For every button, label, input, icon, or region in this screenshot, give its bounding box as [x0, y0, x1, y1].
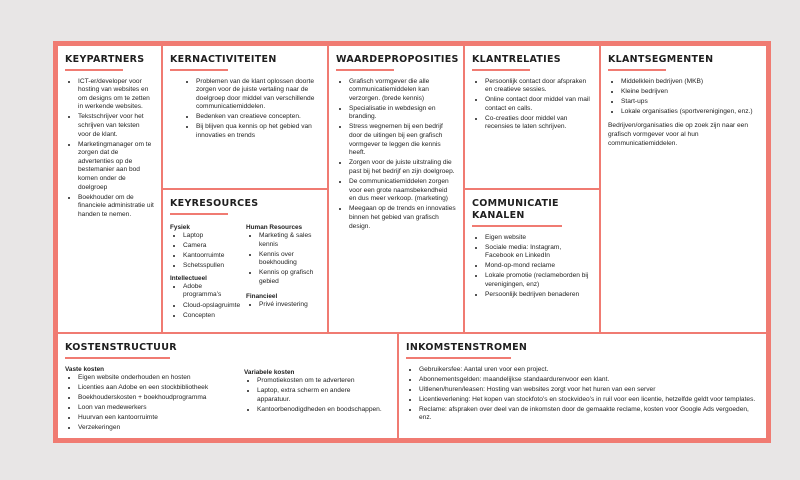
list-item: • Gebruikersfee: Aantal uren voor een project.	[419, 366, 759, 375]
list-item: • Laptop	[183, 232, 242, 241]
list-item: • Kennis over boekhouding	[259, 251, 322, 268]
list-item: • Kleine bedrijven	[621, 88, 759, 97]
key-resources-block	[161, 188, 329, 334]
financial-heading: Financieel	[246, 292, 278, 300]
cost-structure-title: KOSTENSTRUCTUUR	[65, 342, 177, 353]
list-item: • Concepten	[183, 312, 242, 321]
customer-segments-note: Bedrijven/organisaties die op zoek zijn naar een grafisch vormgever voor al hun communicatiemiddelen.	[608, 122, 749, 147]
list-item: • Bedenken van creatieve concepten.	[196, 113, 320, 122]
business-model-canvas	[53, 41, 771, 443]
list-item: • Licenties aan Adobe en een stockbibliotheek	[78, 384, 245, 393]
list-item: • Reclame: afspraken over deel van de inkomsten door de gemaakte reclame, kosten voor Google Ads vergoeden, enz.	[419, 406, 759, 423]
financial-list	[246, 301, 322, 310]
value-propositions-title: WAARDEPROPOSITIES	[336, 54, 459, 65]
key-resources-title: KEYRESOURCES	[170, 198, 259, 209]
value-propositions-block	[327, 44, 465, 334]
title-underline	[472, 69, 530, 71]
list-item: • Laptop, extra scherm en andere apparatuur.	[257, 387, 384, 404]
list-item: • Abonnementsgelden: maandelijkse standaardurenvoor een klant.	[419, 376, 759, 385]
channels-title-line-2: KANALEN	[472, 210, 525, 221]
list-item: • Eigen website onderhouden en hosten	[78, 374, 245, 383]
list-item: • Specialisatie in webdesign en branding.	[349, 105, 456, 122]
channels-title-line-1: COMMUNICATIE	[472, 198, 559, 209]
value-propositions-list	[336, 78, 456, 232]
list-item: • Boekhouderskosten + boekhoudprogramma	[78, 394, 245, 403]
physical-list	[170, 232, 242, 271]
list-item: • Privé investering	[259, 301, 322, 310]
revenue-streams-block	[397, 332, 768, 440]
list-item: • Problemen van de klant oplossen doorte zorgen voor de juiste vertaling naar de doelgroep door middel van verschillende communicatiemiddelen.	[196, 78, 320, 112]
customer-segments-list	[608, 78, 759, 117]
key-partners-list	[65, 78, 154, 220]
resources-right-column	[246, 220, 322, 311]
channels-title	[472, 198, 592, 222]
revenue-streams-list	[406, 366, 759, 424]
list-item: • Uitlenen/huren/leasen: Hosting van websites zorgt voor het huren van een server	[419, 386, 759, 395]
title-underline	[336, 69, 394, 71]
list-item: • Meegaan op de trends en innovaties binnen het gebied van grafisch design.	[349, 205, 456, 231]
list-item: • Sociale media: Instagram, Facebook en LinkedIn	[485, 244, 592, 261]
human-resources-list	[246, 232, 322, 287]
list-item: • Lokale promotie (reclameborden bij verenigingen, enz)	[485, 272, 592, 289]
cost-structure-block	[56, 332, 399, 440]
list-item: • Zorgen voor de juiste uitstraling die past bij het bedrijf en zijn doelgroep.	[349, 159, 456, 176]
list-item: • Mond-op-mond reclame	[485, 262, 592, 271]
title-underline	[608, 69, 666, 71]
list-item: • Persoonlijk bedrijven benaderen	[485, 291, 592, 300]
list-item: • Schetsspullen	[183, 262, 242, 271]
list-item: • Middelklein bedrijven (MKB)	[621, 78, 759, 87]
list-item: • Marketing & sales kennis	[259, 232, 322, 249]
title-underline	[65, 69, 123, 71]
physical-heading: Fysiek	[170, 224, 190, 231]
title-underline	[170, 213, 228, 215]
key-activities-list	[170, 78, 320, 141]
resources-left-column	[170, 220, 242, 322]
variable-costs-list	[244, 377, 384, 414]
list-item: • Lokale organisaties (sportverenigingen, enz.)	[621, 108, 759, 117]
list-item: • Co-creaties door middel van recensies te laten schrijven.	[485, 115, 592, 132]
list-item: • Persoonlijk contact door afspraken en creatieve sessies.	[485, 78, 592, 95]
list-item: • Grafisch vormgever die alle communicatiemiddelen kan verzorgen. (brede kennis)	[349, 78, 456, 104]
fixed-costs-list	[65, 374, 245, 433]
list-item: • Cloud-opslagruimte	[183, 302, 242, 311]
title-underline	[472, 225, 562, 227]
list-item: • Licentieverlening: Het kopen van stockfoto’s en stockvideo’s in ruil voor een licentie, hetzelfde geldt voor templates.	[419, 396, 759, 405]
key-activities-title: KERNACTIVITEITEN	[170, 54, 277, 65]
list-item: • Huurvan een kantoorruimte	[78, 414, 245, 423]
title-underline	[406, 357, 511, 359]
fixed-costs-column	[65, 362, 245, 435]
list-item: • De communicatiemiddelen zorgen voor een grote naamsbekendheid en dus meer verkoop. (marketing)	[349, 178, 456, 204]
list-item: • Start-ups	[621, 98, 759, 107]
list-item: • ICT-er/developer voor hosting van websites en om designs om te zetten in werkende websites.	[78, 78, 154, 112]
key-activities-block	[161, 44, 329, 190]
channels-block	[463, 188, 601, 334]
variable-costs-heading: Variabele kosten	[244, 369, 295, 376]
human-resources-heading: Human Resources	[246, 224, 303, 231]
list-item: • Stress wegnemen bij een bedrijf door de uitingen bij een grafisch vormgever te leggen die kennis heeft.	[349, 123, 456, 157]
list-item: • Bij blijven qua kennis op het gebied van innovaties en trends	[196, 123, 320, 140]
customer-relationships-block	[463, 44, 601, 190]
customer-relationships-title: KLANTRELATIES	[472, 54, 561, 65]
title-underline	[170, 69, 228, 71]
channels-list	[472, 234, 592, 300]
customer-segments-title: KLANTSEGMENTEN	[608, 54, 714, 65]
customer-relationships-list	[472, 78, 592, 133]
key-partners-title: KEYPARTNERS	[65, 54, 145, 65]
intellectual-list	[170, 283, 242, 320]
customer-segments-block	[599, 44, 768, 334]
list-item: • Verzekeringen	[78, 424, 245, 433]
list-item: • Boekhouder om de financiele administratie uit handen te nemen.	[78, 194, 154, 220]
list-item: • Marketingmanager om te zorgen dat de advertenties op de bestemanier aan bod komen onder de doelgroep	[78, 141, 154, 193]
title-underline	[65, 357, 170, 359]
list-item: • Online contact door middel van mail contact en calls.	[485, 96, 592, 113]
intellectual-heading: Intellectueel	[170, 274, 207, 282]
list-item: • Loon van medewerkers	[78, 404, 245, 413]
list-item: • Adobe programma’s	[183, 283, 242, 300]
list-item: • Promotiekosten om te adverteren	[257, 377, 384, 386]
revenue-streams-title: INKOMSTENSTROMEN	[406, 342, 528, 353]
variable-costs-column	[244, 365, 384, 416]
key-partners-block	[56, 44, 163, 334]
list-item: • Tekstschrijver voor het schrijven van teksten voor de klant.	[78, 113, 154, 139]
fixed-costs-heading: Vaste kosten	[65, 366, 105, 373]
list-item: • Kantoorbenodigdheden en boodschappen.	[257, 406, 384, 415]
list-item: • Kennis op grafisch gebied	[259, 269, 322, 286]
list-item: • Camera	[183, 242, 242, 251]
list-item: • Kantoorruimte	[183, 252, 242, 261]
list-item: • Eigen website	[485, 234, 592, 243]
